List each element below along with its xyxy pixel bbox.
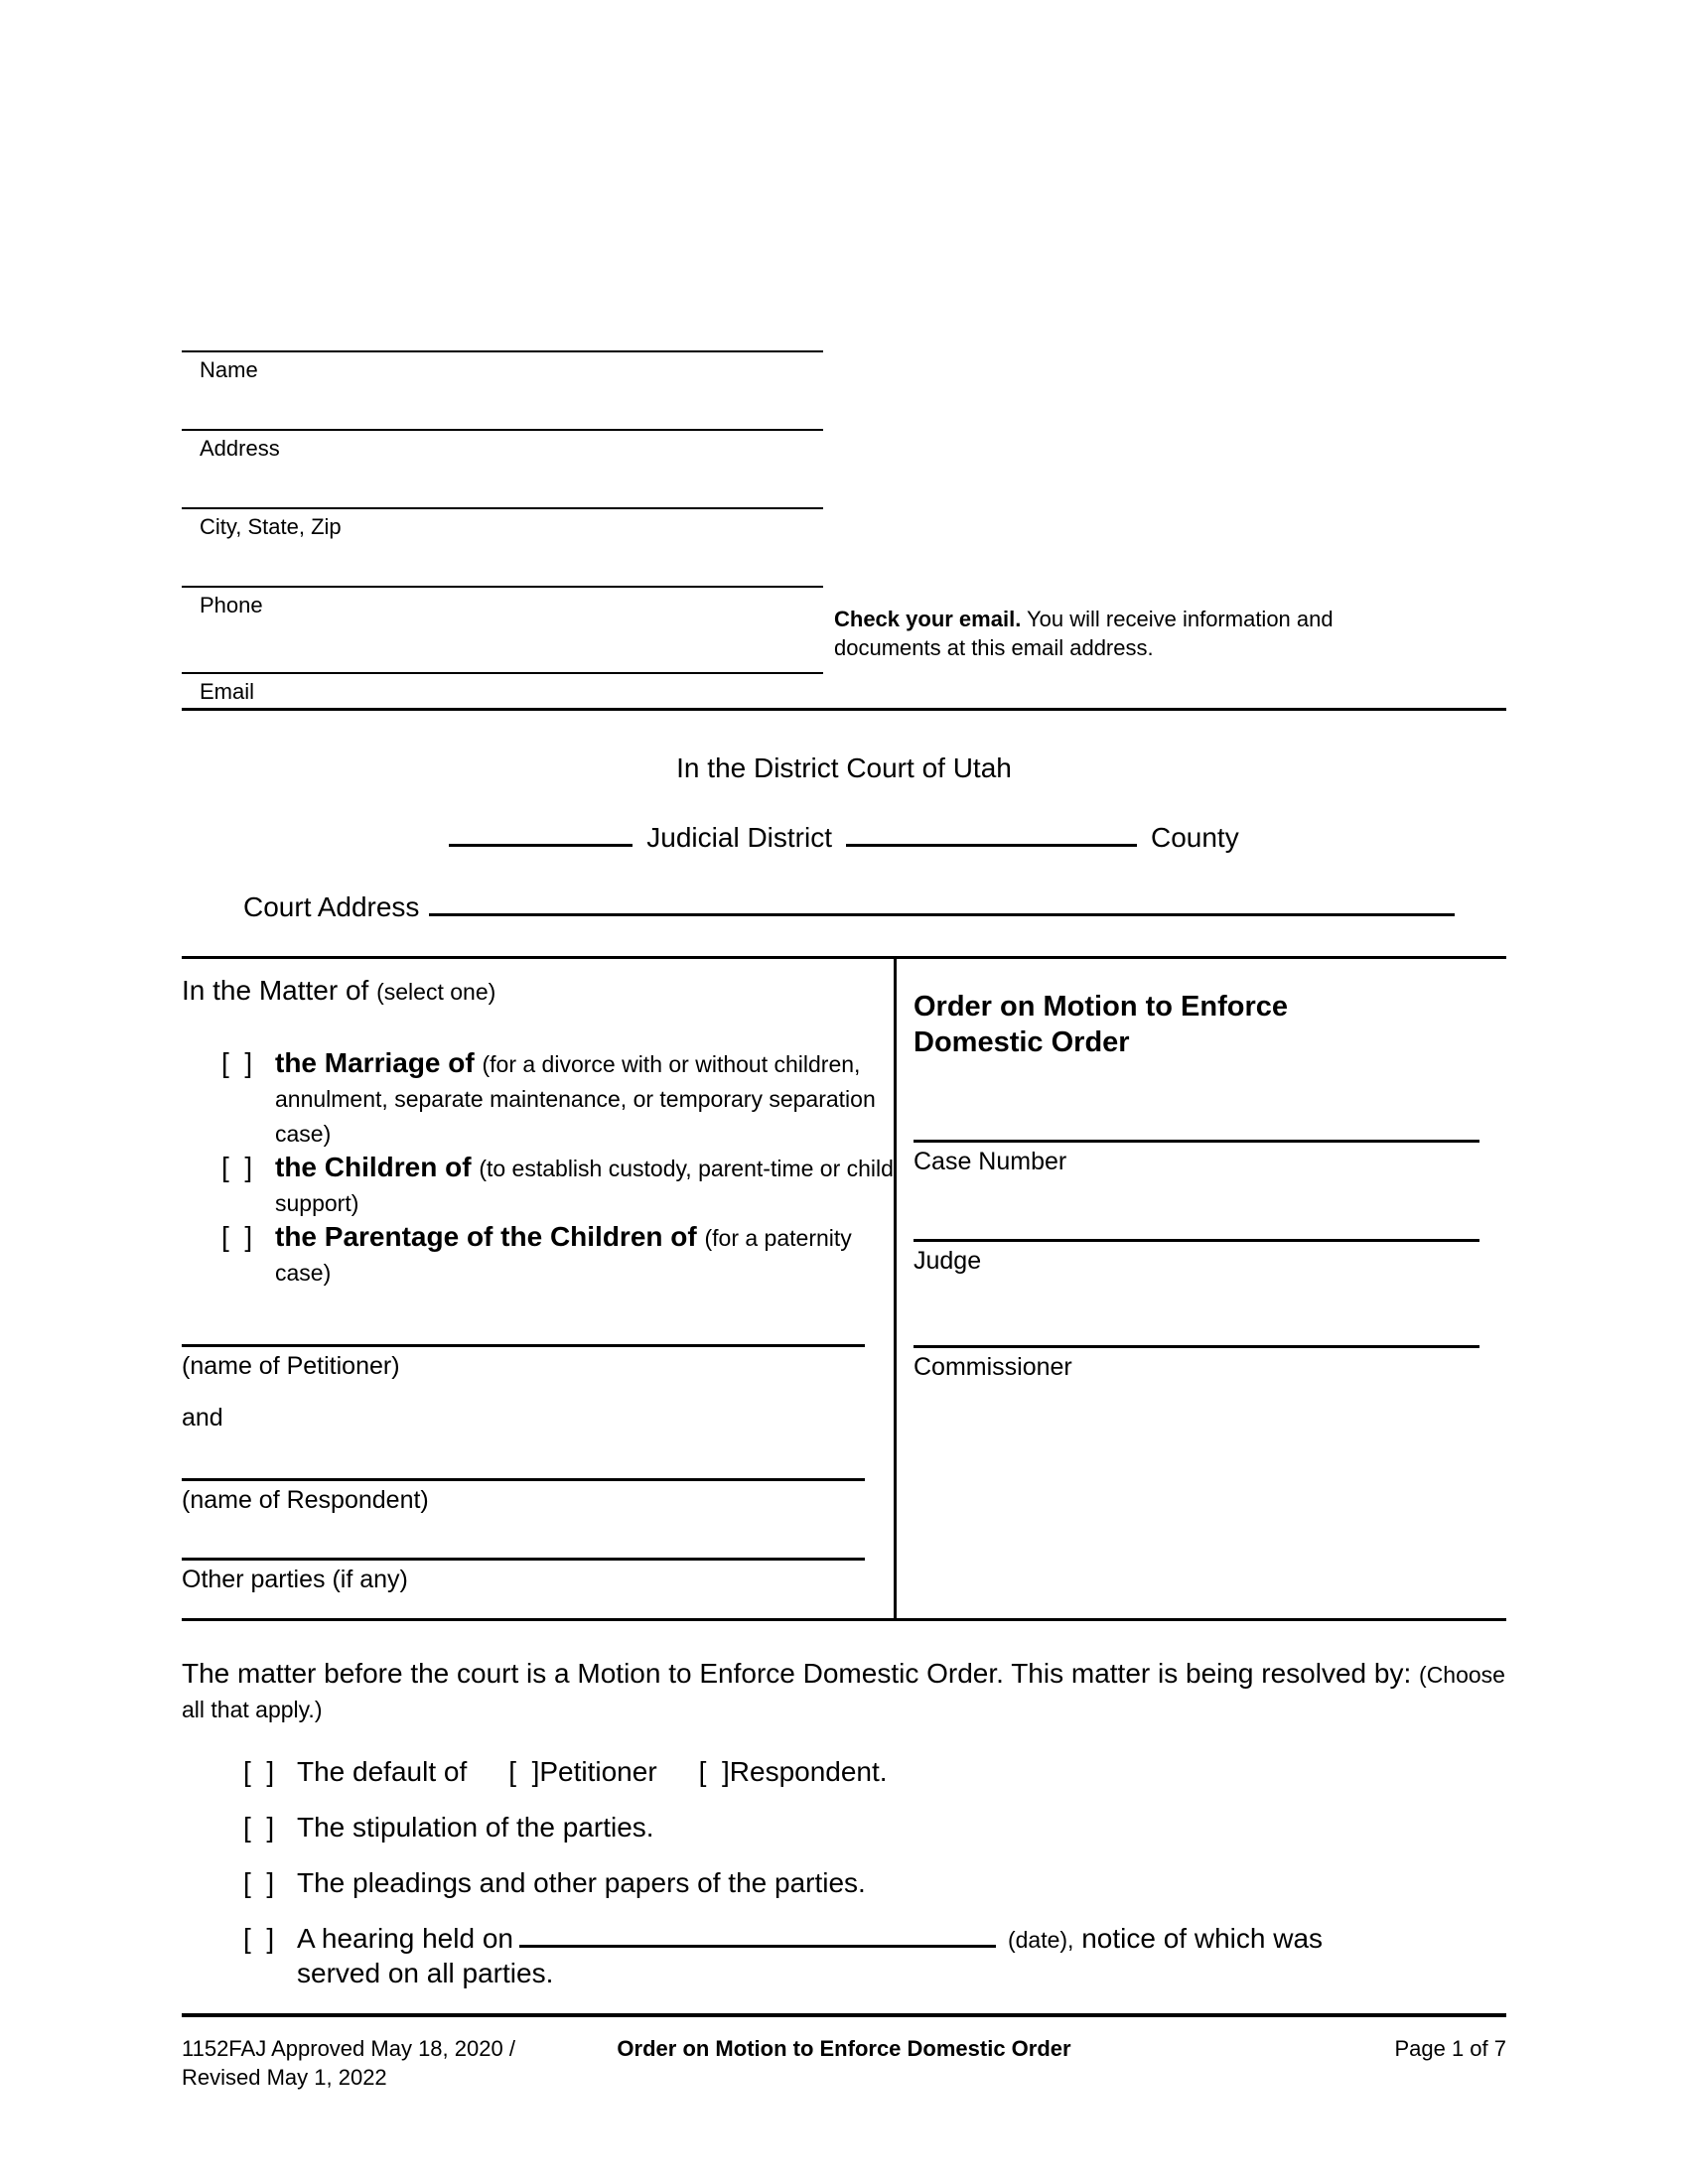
phone-field-label: Phone — [200, 593, 263, 617]
hearing-date-blank[interactable] — [519, 1945, 996, 1948]
hearing-tail-label: notice of which was — [1081, 1923, 1324, 1954]
footer-page-number: Page 1 of 7 — [1394, 2036, 1506, 2061]
intro-paragraph-main: The matter before the court is a Motion to Enforce Domestic Order. This matter is being resolved by: — [182, 1658, 1420, 1689]
option-parentage — [221, 1220, 894, 1290]
footer-document-title: Order on Motion to Enforce Domestic Order — [617, 2036, 1071, 2061]
default-checkbox[interactable]: [ ] — [243, 1756, 275, 1787]
option-marriage-label: the Marriage of — [275, 1047, 483, 1078]
option-parentage-note: (for a paternity case) — [275, 1225, 852, 1286]
matter-heading-text: In the Matter of — [182, 975, 377, 1006]
and-label: and — [182, 1404, 223, 1432]
petitioner-name-blank[interactable] — [182, 1344, 865, 1381]
option-children — [221, 1151, 894, 1220]
city-state-zip-field-label: City, State, Zip — [200, 514, 342, 539]
judge-label: Judge — [914, 1247, 982, 1275]
petitioner-name-label: (name of Petitioner) — [182, 1352, 400, 1380]
email-field-blank[interactable] — [182, 672, 823, 734]
option-children-note: (to establish custody, parent-time or child support) — [275, 1156, 894, 1216]
option-children-text — [275, 1151, 894, 1220]
respondent-name-blank[interactable] — [182, 1478, 865, 1515]
case-number-blank[interactable] — [914, 1140, 1479, 1176]
parentage-checkbox[interactable]: [ ] — [221, 1221, 253, 1252]
order-title: Order on Motion to Enforce Domestic Order — [914, 991, 1288, 1059]
phone-field-blank[interactable] — [182, 586, 823, 672]
respondent-name-label: (name of Respondent) — [182, 1486, 429, 1514]
check-email-note-rest: You will receive information and documents at this email address. — [834, 607, 1334, 660]
default-petitioner-label: Petitioner — [539, 1756, 657, 1787]
pleadings-label: The pleadings and other papers of the parties. — [297, 1867, 866, 1898]
intro-paragraph-note: (Choose all that apply.) — [182, 1662, 1505, 1722]
option-children-label: the Children of — [275, 1152, 480, 1182]
top-separator-rule — [182, 708, 1506, 711]
name-field-blank[interactable] — [182, 350, 823, 429]
default-petitioner-checkbox[interactable]: [ ] — [508, 1756, 540, 1787]
name-field-label: Name — [200, 357, 258, 382]
county-blank[interactable] — [846, 844, 1137, 847]
hearing-checkbox[interactable]: [ ] — [243, 1923, 275, 1954]
footer-form-id-line1: 1152FAJ Approved May 18, 2020 / — [182, 2036, 515, 2061]
judicial-district-blank[interactable] — [449, 844, 633, 847]
footer-form-id — [182, 2035, 617, 2092]
footer — [182, 2035, 1506, 2092]
marriage-checkbox[interactable]: [ ] — [221, 1047, 253, 1078]
caption-right-cell — [897, 959, 1506, 1618]
option-marriage — [221, 1046, 894, 1151]
judicial-district-label: Judicial District — [646, 822, 832, 853]
default-respondent-checkbox[interactable]: [ ] — [698, 1756, 730, 1787]
option-marriage-note: (for a divorce with or without children, annulment, separate maintenance, or temporary separation case) — [275, 1051, 876, 1147]
hearing-line-1 — [297, 1922, 1506, 1957]
email-field-label: Email — [200, 679, 255, 704]
default-lead-label: The default of — [297, 1756, 468, 1787]
option-marriage-text — [275, 1046, 894, 1151]
resolution-pleadings-row — [243, 1866, 1506, 1900]
county-label: County — [1150, 822, 1239, 853]
case-number-label: Case Number — [914, 1148, 1067, 1175]
resolution-stipulation-row — [243, 1811, 1506, 1844]
intro-paragraph — [182, 1656, 1506, 1725]
commissioner-label: Commissioner — [914, 1353, 1072, 1381]
stipulation-checkbox[interactable]: [ ] — [243, 1812, 275, 1843]
court-address-label: Court Address — [243, 891, 420, 922]
matter-body-section — [182, 1656, 1506, 1990]
caption-left-cell — [182, 959, 894, 1618]
resolution-default-text — [297, 1755, 1506, 1789]
matter-heading-note: (select one) — [376, 979, 496, 1005]
other-parties-label: Other parties (if any) — [182, 1566, 408, 1593]
district-county-row — [182, 822, 1506, 854]
judge-blank[interactable] — [914, 1239, 1479, 1276]
matter-options-list — [182, 1046, 894, 1290]
other-parties-blank[interactable] — [182, 1558, 865, 1594]
check-email-note — [834, 606, 1430, 662]
stipulation-label: The stipulation of the parties. — [297, 1812, 654, 1843]
hearing-line-2: served on all parties. — [297, 1958, 554, 1988]
commissioner-blank[interactable] — [914, 1345, 1479, 1382]
contact-fields-block — [182, 350, 823, 734]
pleadings-checkbox[interactable]: [ ] — [243, 1867, 275, 1898]
default-respondent-label: Respondent. — [729, 1756, 888, 1787]
matter-heading — [182, 959, 894, 1007]
court-address-blank[interactable] — [429, 913, 1455, 916]
option-parentage-text — [275, 1220, 894, 1290]
footer-rule — [182, 2013, 1506, 2017]
court-title: In the District Court of Utah — [676, 752, 1012, 783]
address-field-blank[interactable] — [182, 429, 823, 507]
children-checkbox[interactable]: [ ] — [221, 1152, 253, 1182]
city-state-zip-field-blank[interactable] — [182, 507, 823, 586]
footer-form-id-line2: Revised May 1, 2022 — [182, 2064, 387, 2090]
resolution-hearing-text — [297, 1922, 1506, 1990]
check-email-note-bold: Check your email. — [834, 607, 1022, 631]
hearing-date-note: (date), — [1007, 1927, 1074, 1953]
option-parentage-label: the Parentage of the Children of — [275, 1221, 705, 1252]
court-address-row — [243, 891, 1455, 923]
resolution-hearing-row — [243, 1922, 1506, 1990]
resolution-default-row — [243, 1755, 1506, 1789]
caption-table — [182, 956, 1506, 1621]
hearing-lead-label: A hearing held on — [297, 1923, 513, 1954]
address-field-label: Address — [200, 436, 280, 461]
